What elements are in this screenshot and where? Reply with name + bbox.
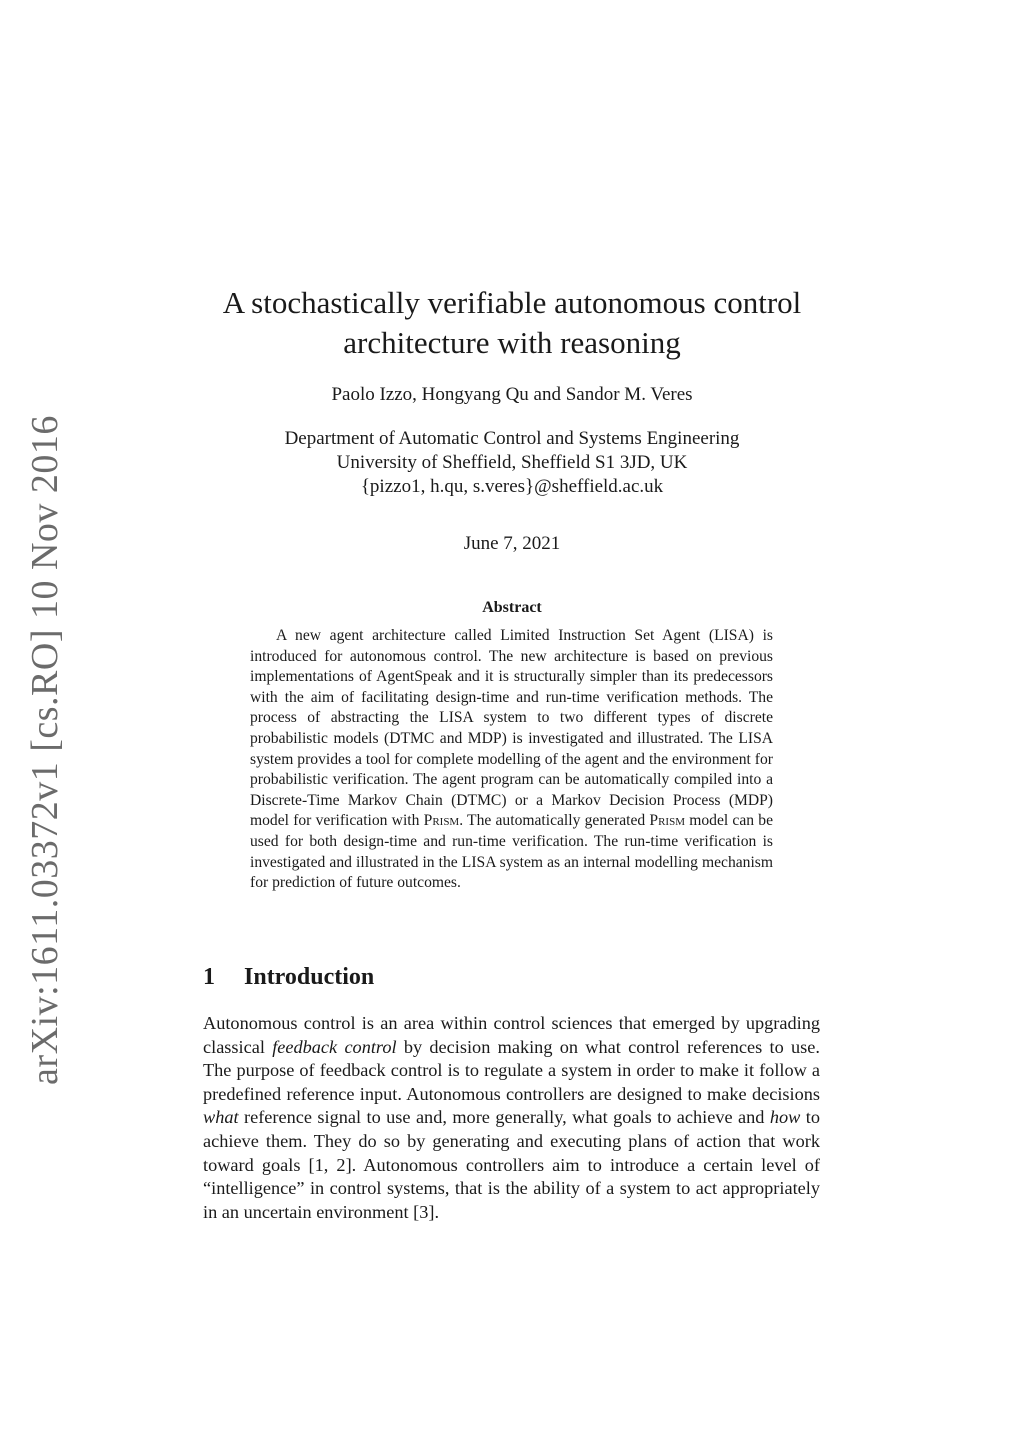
intro-emphasis-what: what [203, 1107, 239, 1128]
section-heading-introduction [203, 964, 374, 991]
intro-text-c: reference signal to use and, more generally, what goals to achieve and [238, 1107, 770, 1128]
paper-title [200, 283, 824, 363]
paper-date: June 7, 2021 [463, 533, 561, 554]
intro-text-a: Autonomous control is an area within control sciences that emerged by upgrading classical [203, 1013, 820, 1057]
section-title: Introduction [244, 964, 375, 990]
author-list: Paolo Izzo, Hongyang Qu and Sandor M. Veres [331, 384, 693, 405]
affiliation-department: Department of Automatic Control and Systems Engineering [284, 428, 740, 449]
affiliation-block [200, 427, 824, 499]
intro-text-d: to achieve them. They do so by generating and executing plans of action that work toward goals [1, 2]. Autonomous controllers aim to introduce a certain level of “intelligence” in control systems, that is the ability of a system to act appropriately in an uncertain environment [3]. [203, 1107, 820, 1222]
prism-name-1: Prism [423, 812, 460, 830]
abstract-text-2: . The automatically generated [459, 812, 646, 830]
affiliation-university: University of Sheffield, Sheffield S1 3JD, UK [336, 452, 688, 473]
abstract-text-1: A new agent architecture called Limited Instruction Set Agent (LISA) is introduced for autonomous control. The new architecture is based on previous implementations of AgentSpeak and it is structurally simpler than its predecessors with the aim of facilitating design-time and run-time verification methods. The process of abstracting the LISA system to two different types of discrete probabilistic models (DTMC and MDP) is investigated and illustrated. The LISA system provides a tool for complete modelling of the agent and the environment for probabilistic verification. The agent program can be automatically compiled into a Discrete-Time Markov Chain (DTMC) or a Markov Decision Process (MDP) model for verification with [250, 627, 773, 830]
prism-name-2: Prism [649, 812, 685, 830]
introduction-paragraph [203, 1012, 820, 1224]
author-emails: {pizzo1, h.qu, s.veres}@sheffield.ac.uk [360, 476, 664, 497]
abstract-text-3: model can be used for both design-time and run-time verification. The run-time verification is investigated and illustrated in the LISA system as an internal modelling mechanism for prediction of future outcomes. [250, 812, 773, 892]
abstract-paragraph [250, 626, 773, 894]
arxiv-identifier-text: arXiv:1611.03372v1 [cs.RO] 10 Nov 2016 [24, 415, 66, 1085]
arxiv-identifier-stamp [22, 415, 68, 1085]
title-line-2: architecture with reasoning [343, 325, 681, 360]
title-line-1: A stochastically verifiable autonomous control [222, 285, 802, 320]
intro-emphasis-feedback-control: feedback control [272, 1036, 397, 1057]
intro-emphasis-how: how [769, 1107, 801, 1128]
intro-text-b: by decision making on what control references to use. The purpose of feedback control is to regulate a system in order to make it follow a predefined reference input. Autonomous controllers are designed to make decisions [203, 1036, 820, 1104]
abstract-heading: Abstract [482, 599, 542, 616]
section-number: 1 [203, 964, 215, 990]
